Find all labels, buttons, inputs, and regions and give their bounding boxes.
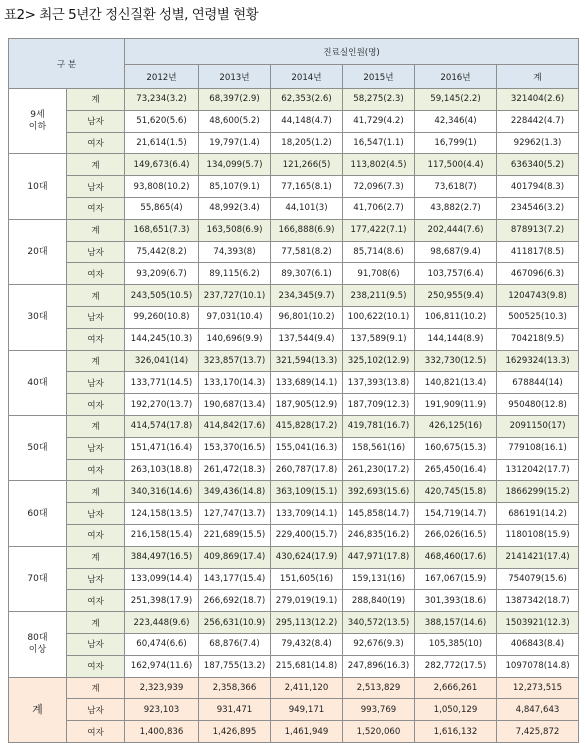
table-row [9, 306, 579, 328]
cell-2015: 288,840(19) [343, 590, 415, 612]
cell-2016: 43,882(2.7) [415, 197, 497, 219]
cell-total: 4,847,643 [497, 699, 579, 721]
row-label-female: 여자 [67, 655, 125, 677]
cell-2014: 260,787(17.8) [271, 459, 343, 481]
cell-2014: 215,681(14.8) [271, 655, 343, 677]
cell-2013: 1,426,895 [199, 721, 271, 743]
row-label-total: 계 [67, 285, 125, 307]
cell-2013: 190,687(13.4) [199, 394, 271, 416]
cell-2016: 301,393(18.6) [415, 590, 497, 612]
cell-2012: 243,505(10.5) [125, 285, 199, 307]
row-label-male: 남자 [67, 503, 125, 525]
cell-2013: 97,031(10.4) [199, 306, 271, 328]
cell-2015: 113,802(4.5) [343, 154, 415, 176]
cell-2012: 55,865(4) [125, 197, 199, 219]
cell-2014: 430,624(17.9) [271, 546, 343, 568]
age-group-label: 9세 이하 [9, 89, 67, 154]
cell-2013: 19,797(1.4) [199, 132, 271, 154]
cell-2012: 923,103 [125, 699, 199, 721]
cell-2012: 99,260(10.8) [125, 306, 199, 328]
row-label-female: 여자 [67, 459, 125, 481]
cell-2015: 261,230(17.2) [343, 459, 415, 481]
age-group-label: 20대 [9, 219, 67, 284]
cell-2013: 237,727(10.1) [199, 285, 271, 307]
cell-2016: 266,026(16.5) [415, 524, 497, 546]
cell-2013: 48,600(5.2) [199, 110, 271, 132]
row-label-total: 계 [67, 481, 125, 503]
cell-2012: 149,673(6.4) [125, 154, 199, 176]
cell-2013: 163,508(6.9) [199, 219, 271, 241]
cell-2016: 265,450(16.4) [415, 459, 497, 481]
grand-total-row [9, 721, 579, 743]
cell-2014: 18,205(1.2) [271, 132, 343, 154]
cell-2012: 168,651(7.3) [125, 219, 199, 241]
cell-2014: 77,165(8.1) [271, 176, 343, 198]
cell-2012: 263,103(18.8) [125, 459, 199, 481]
header-col-2013: 2013년 [199, 65, 271, 89]
cell-2013: 153,370(16.5) [199, 437, 271, 459]
age-group-label: 50대 [9, 415, 67, 480]
cell-total: 686191(14.2) [497, 503, 579, 525]
table-row [9, 503, 579, 525]
cell-2016: 250,955(9.4) [415, 285, 497, 307]
table-row [9, 285, 579, 307]
cell-2013: 414,842(17.6) [199, 415, 271, 437]
cell-2015: 2,513,829 [343, 677, 415, 699]
cell-2015: 340,572(13.5) [343, 612, 415, 634]
cell-2014: 155,041(16.3) [271, 437, 343, 459]
cell-2016: 140,821(13.4) [415, 372, 497, 394]
cell-2013: 134,099(5.7) [199, 154, 271, 176]
cell-2014: 295,113(12.2) [271, 612, 343, 634]
cell-2015: 41,729(4.2) [343, 110, 415, 132]
table-row [9, 132, 579, 154]
cell-2012: 1,400,836 [125, 721, 199, 743]
cell-2016: 106,811(10.2) [415, 306, 497, 328]
cell-2015: 177,422(7.1) [343, 219, 415, 241]
cell-total: 754079(15.6) [497, 568, 579, 590]
cell-2016: 103,757(6.4) [415, 263, 497, 285]
row-label-male: 남자 [67, 241, 125, 263]
cell-2013: 256,631(10.9) [199, 612, 271, 634]
cell-total: 950480(12.8) [497, 394, 579, 416]
cell-2012: 133,771(14.5) [125, 372, 199, 394]
grand-total-row [9, 699, 579, 721]
row-label-total: 계 [67, 154, 125, 176]
table-row [9, 568, 579, 590]
cell-total: 878913(7.2) [497, 219, 579, 241]
age-group-label: 80대 이상 [9, 612, 67, 677]
cell-2016: 468,460(17.6) [415, 546, 497, 568]
cell-2014: 79,432(8.4) [271, 633, 343, 655]
cell-2015: 100,622(10.1) [343, 306, 415, 328]
cell-total: 1503921(12.3) [497, 612, 579, 634]
cell-2012: 192,270(13.7) [125, 394, 199, 416]
cell-2014: 949,171 [271, 699, 343, 721]
cell-2014: 62,353(2.6) [271, 89, 343, 111]
table-row [9, 154, 579, 176]
cell-2015: 58,275(2.3) [343, 89, 415, 111]
table-row [9, 197, 579, 219]
cell-2015: 246,835(16.2) [343, 524, 415, 546]
cell-2012: 162,974(11.6) [125, 655, 199, 677]
table-row [9, 546, 579, 568]
cell-2015: 993,769 [343, 699, 415, 721]
row-label-female: 여자 [67, 263, 125, 285]
cell-2012: 414,574(17.8) [125, 415, 199, 437]
cell-2016: 154,719(14.7) [415, 503, 497, 525]
cell-2014: 363,109(15.1) [271, 481, 343, 503]
cell-2013: 349,436(14.8) [199, 481, 271, 503]
cell-2014: 151,605(16) [271, 568, 343, 590]
cell-2016: 59,145(2.2) [415, 89, 497, 111]
table-row [9, 89, 579, 111]
cell-2016: 202,444(7.6) [415, 219, 497, 241]
cell-total: 12,273,515 [497, 677, 579, 699]
cell-total: 234546(3.2) [497, 197, 579, 219]
cell-2016: 98,687(9.4) [415, 241, 497, 263]
cell-total: 636340(5.2) [497, 154, 579, 176]
cell-total: 2091150(17) [497, 415, 579, 437]
cell-2012: 384,497(16.5) [125, 546, 199, 568]
row-label-female: 여자 [67, 721, 125, 743]
cell-2014: 137,544(9.4) [271, 328, 343, 350]
cell-2013: 261,472(18.3) [199, 459, 271, 481]
header-col-2015: 2015년 [343, 65, 415, 89]
cell-2012: 251,398(17.9) [125, 590, 199, 612]
age-group-label: 60대 [9, 481, 67, 546]
cell-2015: 145,858(14.7) [343, 503, 415, 525]
age-group-label: 70대 [9, 546, 67, 611]
cell-2015: 447,971(17.8) [343, 546, 415, 568]
table-row [9, 241, 579, 263]
grand-total-row [9, 677, 579, 699]
cell-2016: 388,157(14.6) [415, 612, 497, 634]
cell-2015: 92,676(9.3) [343, 633, 415, 655]
cell-2013: 221,689(15.5) [199, 524, 271, 546]
cell-2016: 16,799(1) [415, 132, 497, 154]
page-title: 표2> 최근 5년간 정신질환 성별, 연령별 현황 [4, 7, 259, 23]
cell-total: 1866299(15.2) [497, 481, 579, 503]
cell-2012: 326,041(14) [125, 350, 199, 372]
row-label-male: 남자 [67, 699, 125, 721]
cell-2012: 216,158(15.4) [125, 524, 199, 546]
cell-2016: 332,730(12.5) [415, 350, 497, 372]
cell-2013: 140,696(9.9) [199, 328, 271, 350]
row-label-male: 남자 [67, 372, 125, 394]
cell-2016: 73,618(7) [415, 176, 497, 198]
cell-2015: 238,211(9.5) [343, 285, 415, 307]
row-label-female: 여자 [67, 132, 125, 154]
age-group-label: 10대 [9, 154, 67, 219]
row-label-female: 여자 [67, 524, 125, 546]
row-label-total: 계 [67, 89, 125, 111]
cell-2012: 2,323,939 [125, 677, 199, 699]
cell-2014: 229,400(15.7) [271, 524, 343, 546]
stats-table [8, 38, 579, 743]
header-col-2014: 2014년 [271, 65, 343, 89]
cell-2016: 420,745(15.8) [415, 481, 497, 503]
cell-2016: 117,500(4.4) [415, 154, 497, 176]
cell-total: 1180108(15.9) [497, 524, 579, 546]
cell-2012: 51,620(5.6) [125, 110, 199, 132]
cell-total: 779108(16.1) [497, 437, 579, 459]
row-label-male: 남자 [67, 437, 125, 459]
cell-2015: 41,706(2.7) [343, 197, 415, 219]
cell-2012: 73,234(3.2) [125, 89, 199, 111]
cell-2013: 266,692(18.7) [199, 590, 271, 612]
row-label-total: 계 [67, 612, 125, 634]
cell-2012: 93,808(10.2) [125, 176, 199, 198]
cell-2013: 68,876(7.4) [199, 633, 271, 655]
cell-2012: 133,099(14.4) [125, 568, 199, 590]
cell-2014: 279,019(19.1) [271, 590, 343, 612]
row-label-total: 계 [67, 219, 125, 241]
cell-2012: 60,474(6.6) [125, 633, 199, 655]
cell-2014: 89,307(6.1) [271, 263, 343, 285]
cell-2016: 2,666,261 [415, 677, 497, 699]
cell-2013: 127,747(13.7) [199, 503, 271, 525]
cell-2013: 48,992(3.4) [199, 197, 271, 219]
cell-2012: 21,614(1.5) [125, 132, 199, 154]
table-row [9, 263, 579, 285]
table-row [9, 655, 579, 677]
row-label-female: 여자 [67, 590, 125, 612]
cell-2014: 121,266(5) [271, 154, 343, 176]
cell-2013: 133,170(14.3) [199, 372, 271, 394]
cell-2016: 1,050,129 [415, 699, 497, 721]
cell-2015: 419,781(16.7) [343, 415, 415, 437]
cell-2014: 133,709(14.1) [271, 503, 343, 525]
row-label-female: 여자 [67, 328, 125, 350]
cell-total: 1204743(9.8) [497, 285, 579, 307]
header-col-total: 계 [497, 65, 579, 89]
cell-2013: 323,857(13.7) [199, 350, 271, 372]
table-row [9, 328, 579, 350]
table-row [9, 350, 579, 372]
cell-2012: 340,316(14.6) [125, 481, 199, 503]
row-label-male: 남자 [67, 176, 125, 198]
table-row [9, 372, 579, 394]
cell-2015: 159,131(16) [343, 568, 415, 590]
cell-total: 1387342(18.7) [497, 590, 579, 612]
cell-total: 2141421(17.4) [497, 546, 579, 568]
row-label-male: 남자 [67, 110, 125, 132]
cell-total: 321404(2.6) [497, 89, 579, 111]
row-label-male: 남자 [67, 568, 125, 590]
table-row [9, 437, 579, 459]
cell-2012: 144,245(10.3) [125, 328, 199, 350]
table-row [9, 612, 579, 634]
cell-total: 500525(10.3) [497, 306, 579, 328]
table-row [9, 219, 579, 241]
cell-total: 1629324(13.3) [497, 350, 579, 372]
cell-total: 228442(4.7) [497, 110, 579, 132]
table-row [9, 524, 579, 546]
cell-2014: 166,888(6.9) [271, 219, 343, 241]
table-row [9, 459, 579, 481]
cell-2014: 187,905(12.9) [271, 394, 343, 416]
cell-total: 1312042(17.7) [497, 459, 579, 481]
cell-2012: 151,471(16.4) [125, 437, 199, 459]
table-row [9, 394, 579, 416]
cell-2015: 16,547(1.1) [343, 132, 415, 154]
cell-2016: 282,772(17.5) [415, 655, 497, 677]
table-row [9, 110, 579, 132]
cell-2015: 137,589(9.1) [343, 328, 415, 350]
cell-total: 401794(8.3) [497, 176, 579, 198]
cell-2014: 234,345(9.7) [271, 285, 343, 307]
header-span-label: 진료실인원(명) [125, 39, 579, 65]
table-header [9, 39, 579, 89]
grand-total-label: 계 [9, 677, 67, 742]
cell-2016: 42,346(4) [415, 110, 497, 132]
cell-total: 467096(6.3) [497, 263, 579, 285]
cell-2016: 191,909(11.9) [415, 394, 497, 416]
cell-total: 7,425,872 [497, 721, 579, 743]
cell-2015: 158,561(16) [343, 437, 415, 459]
age-group-label: 30대 [9, 285, 67, 350]
cell-2012: 93,209(6.7) [125, 263, 199, 285]
cell-total: 704218(9.5) [497, 328, 579, 350]
cell-2013: 74,393(8) [199, 241, 271, 263]
cell-2015: 72,096(7.3) [343, 176, 415, 198]
cell-2016: 426,125(16) [415, 415, 497, 437]
table-row [9, 415, 579, 437]
row-label-male: 남자 [67, 633, 125, 655]
table-row [9, 481, 579, 503]
row-label-total: 계 [67, 677, 125, 699]
cell-2013: 143,177(15.4) [199, 568, 271, 590]
cell-2014: 44,148(4.7) [271, 110, 343, 132]
age-group-label: 40대 [9, 350, 67, 415]
row-label-female: 여자 [67, 394, 125, 416]
cell-2012: 75,442(8.2) [125, 241, 199, 263]
row-label-male: 남자 [67, 306, 125, 328]
cell-2013: 89,115(6.2) [199, 263, 271, 285]
table-row [9, 590, 579, 612]
cell-2015: 392,693(15.6) [343, 481, 415, 503]
cell-2014: 415,828(17.2) [271, 415, 343, 437]
cell-2015: 1,520,060 [343, 721, 415, 743]
cell-2013: 931,471 [199, 699, 271, 721]
cell-2016: 167,067(15.9) [415, 568, 497, 590]
cell-2013: 68,397(2.9) [199, 89, 271, 111]
cell-2012: 124,158(13.5) [125, 503, 199, 525]
cell-2015: 325,102(12.9) [343, 350, 415, 372]
cell-2012: 223,448(9.6) [125, 612, 199, 634]
cell-2015: 85,714(8.6) [343, 241, 415, 263]
cell-2015: 187,709(12.3) [343, 394, 415, 416]
table-row [9, 633, 579, 655]
cell-2013: 2,358,366 [199, 677, 271, 699]
cell-2014: 44,101(3) [271, 197, 343, 219]
cell-2016: 105,385(10) [415, 633, 497, 655]
row-label-total: 계 [67, 546, 125, 568]
cell-total: 406843(8.4) [497, 633, 579, 655]
cell-2013: 409,869(17.4) [199, 546, 271, 568]
cell-2015: 91,708(6) [343, 263, 415, 285]
cell-2014: 96,801(10.2) [271, 306, 343, 328]
cell-2014: 77,581(8.2) [271, 241, 343, 263]
cell-2014: 1,461,949 [271, 721, 343, 743]
cell-total: 1097078(14.8) [497, 655, 579, 677]
cell-2014: 2,411,120 [271, 677, 343, 699]
table-body [9, 89, 579, 743]
row-label-female: 여자 [67, 197, 125, 219]
row-label-total: 계 [67, 415, 125, 437]
cell-2015: 137,393(13.8) [343, 372, 415, 394]
table-row [9, 176, 579, 198]
header-col-2012: 2012년 [125, 65, 199, 89]
cell-2015: 247,896(16.3) [343, 655, 415, 677]
cell-2013: 187,755(13.2) [199, 655, 271, 677]
header-group-label: 구 분 [9, 39, 125, 89]
cell-2014: 133,689(14.1) [271, 372, 343, 394]
cell-2013: 85,107(9.1) [199, 176, 271, 198]
cell-total: 92962(1.3) [497, 132, 579, 154]
cell-2016: 1,616,132 [415, 721, 497, 743]
cell-2016: 144,144(8.9) [415, 328, 497, 350]
cell-total: 411817(8.5) [497, 241, 579, 263]
cell-2016: 160,675(15.3) [415, 437, 497, 459]
header-col-2016: 2016년 [415, 65, 497, 89]
cell-total: 678844(14) [497, 372, 579, 394]
row-label-total: 계 [67, 350, 125, 372]
cell-2014: 321,594(13.3) [271, 350, 343, 372]
